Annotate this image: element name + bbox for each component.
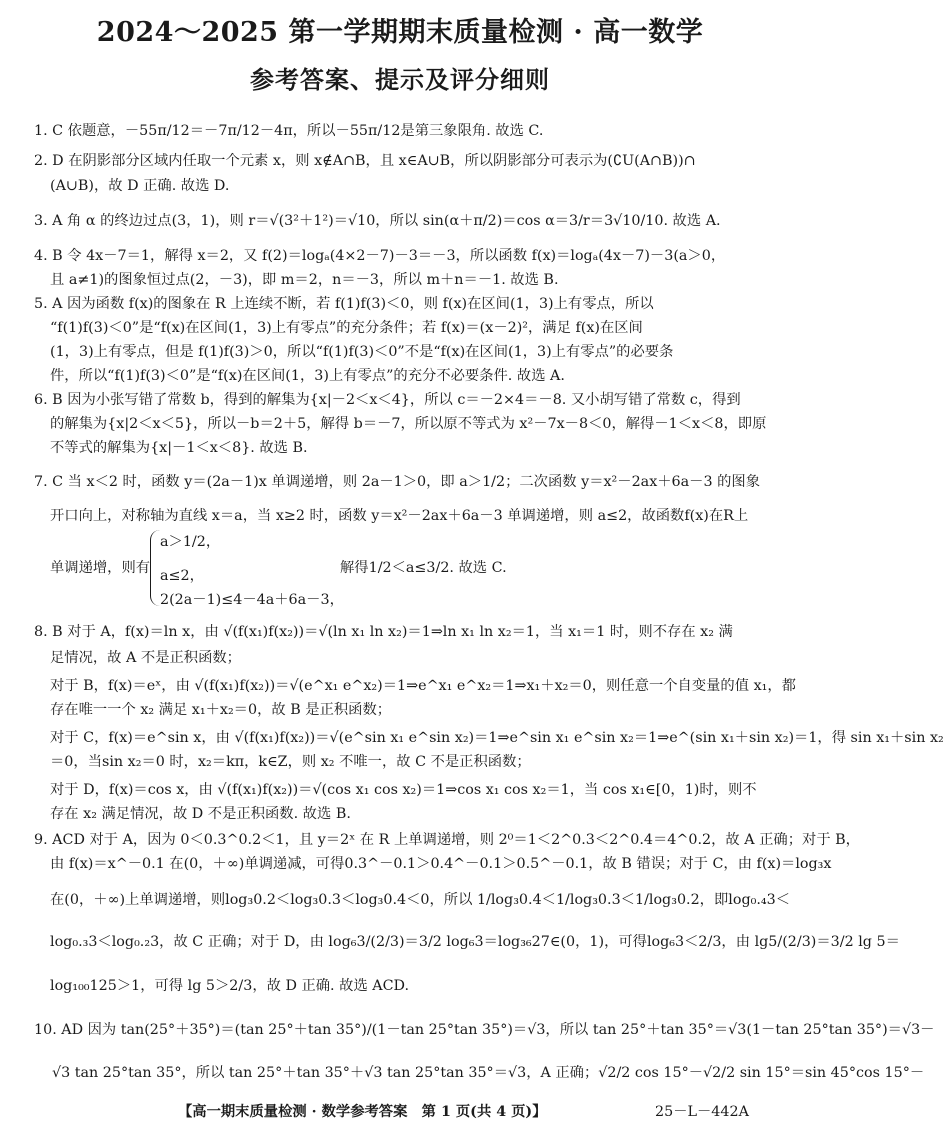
answer-line: 对于 D，f(x)＝cos x，由 √(f(x₁)f(x₂))＝√(cos x₁ cos x₂)＝1⇒cos x₁ cos x₂＝1，当 cos x₁∈[0，1)时，则不 — [50, 782, 757, 798]
answer-line: 由 f(x)＝x^－0.1 在(0，＋∞)单调递减，可得0.3^－0.1＞0.4^－0.1＞0.5^－0.1，故 B 错误；对于 C，由 f(x)＝log₃x — [50, 856, 832, 872]
answer-line: 8. B 对于 A，f(x)＝ln x，由 √(f(x₁)f(x₂))＝√(ln x₁ ln x₂)＝1⇒ln x₁ ln x₂＝1，当 x₁＝1 时，则不存在 x₂ 满 — [34, 624, 733, 640]
answer-line: 4. B 令 4x－7＝1，解得 x＝2，又 f(2)＝logₐ(4×2－7)－3＝－3，所以函数 f(x)＝logₐ(4x－7)－3(a＞0， — [34, 248, 726, 264]
answer-line: 3. A 角 α 的终边过点(3，1)，则 r＝√(3²＋1²)＝√10，所以 sin(α＋π/2)＝cos α＝3/r＝3√10/10. 故选 A. — [34, 213, 721, 229]
system-condition: a＞1/2， — [160, 534, 221, 550]
answer-line: 对于 C，f(x)＝e^sin x，由 √(f(x₁)f(x₂))＝√(e^sin x₁ e^sin x₂)＝1⇒e^sin x₁ e^sin x₂＝1⇒e^(sin x₁＋sin x₂)＝1，得 sin x₁＋sin x₂ — [50, 730, 944, 746]
system-condition: 2(2a－1)≤4－4a＋6a－3， — [160, 592, 344, 608]
answer-line: 存在唯一一个 x₂ 满足 x₁＋x₂＝0，故 B 是正积函数； — [50, 702, 392, 718]
answer-line: log₀.₃3＜log₀.₂3，故 C 正确；对于 D，由 log₆3/(2/3)＝3/2 log₆3＝log₃₆27∈(0，1)，可得log₆3＜2/3，由 lg5/(2/3)＝3/2 lg 5＝ — [50, 934, 900, 950]
answer-line: 存在 x₂ 满足情况，故 D 不是正积函数. 故选 B. — [50, 806, 351, 822]
answer-line: 10. AD 因为 tan(25°＋35°)＝(tan 25°＋tan 35°)/(1－tan 25°tan 35°)＝√3，所以 tan 25°＋tan 35°＝√3(1－tan 25°tan 35°)＝√3－ — [34, 1022, 935, 1038]
answer-line: 件，所以“f(1)f(3)＜0”是“f(x)在区间(1，3)上有零点”的充分不必要条件. 故选 A. — [50, 368, 565, 384]
page-subtitle: 参考答案、提示及评分细则 — [250, 65, 550, 94]
answer-line: 单调递增，则有 — [50, 560, 151, 576]
answer-line: 6. B 因为小张写错了常数 b，得到的解集为{x|－2＜x＜4}，所以 c＝－2×4＝－8. 又小胡写错了常数 c，得到 — [34, 392, 741, 408]
answer-line: (1，3)上有零点，但是 f(1)f(3)＞0，所以“f(1)f(3)＜0”不是“f(x)在区间(1，3)上有零点”的必要条 — [50, 344, 674, 360]
answer-line: 2. D 在阴影部分区域内任取一个元素 x，则 x∉A∩B，且 x∈A∪B，所以阴影部分可表示为(∁U(A∩B))∩ — [34, 153, 696, 169]
answer-line: 且 a≠1)的图象恒过点(2，－3)，即 m＝2，n＝－3，所以 m＋n＝－1. 故选 B. — [50, 272, 559, 288]
answer-line: 解得1/2＜a≤3/2. 故选 C. — [340, 560, 507, 576]
answer-line: 7. C 当 x＜2 时，函数 y＝(2a－1)x 单调递增，则 2a－1＞0，即 a＞1/2；二次函数 y＝x²－2ax＋6a－3 的图象 — [34, 474, 761, 490]
answer-line: 在(0，＋∞)上单调递增，则log₃0.2＜log₃0.3＜log₃0.4＜0，所以 1/log₃0.4＜1/log₃0.3＜1/log₃0.2，即log₀.₄3＜ — [50, 892, 791, 908]
answer-line: 不等式的解集为{x|－1＜x＜8}. 故选 B. — [50, 440, 308, 456]
answer-line: 对于 B，f(x)＝eˣ，由 √(f(x₁)f(x₂))＝√(e^x₁ e^x₂)＝1⇒e^x₁ e^x₂＝1⇒x₁＋x₂＝0，则任意一个自变量的值 x₁，都 — [50, 678, 796, 694]
answer-line: (A∪B)，故 D 正确. 故选 D. — [50, 178, 230, 194]
answer-line: 足情况，故 A 不是正积函数； — [50, 650, 241, 666]
answer-line: 1. C 依题意，－55π/12＝－7π/12－4π，所以－55π/12是第三象限角. 故选 C. — [34, 123, 544, 139]
answer-line: 的解集为{x|2＜x＜5}，所以－b＝2＋5，解得 b＝－7，所以原不等式为 x²－7x－8＜0，解得－1＜x＜8，即原 — [50, 416, 767, 432]
document-code: 25－L－442A — [655, 1104, 749, 1120]
answer-line: “f(1)f(3)＜0”是“f(x)在区间(1，3)上有零点”的充分条件；若 f(x)＝(x－2)²，满足 f(x)在区间 — [50, 320, 643, 336]
system-condition: a≤2， — [160, 568, 204, 584]
answer-line: log₁₀₀125＞1，可得 lg 5＞2/3，故 D 正确. 故选 ACD. — [50, 978, 410, 994]
answer-line: √3 tan 25°tan 35°，所以 tan 25°＋tan 35°＋√3 tan 25°tan 35°＝√3，A 正确；√2/2 cos 15°－√2/2 sin 15°＝sin 45°cos 15°－ — [52, 1065, 925, 1081]
answer-line: ＝0，当sin x₂＝0 时，x₂＝kπ，k∈Z，则 x₂ 不唯一，故 C 不是正积函数； — [50, 754, 531, 770]
answer-line: 5. A 因为函数 f(x)的图象在 R 上连续不断，若 f(1)f(3)＜0，则 f(x)在区间(1，3)上有零点，所以 — [34, 296, 654, 312]
page-footer: 【高一期末质量检测 · 数学参考答案 第 1 页(共 4 页)】 — [178, 1104, 547, 1120]
page-title: 2024～2025 第一学期期末质量检测 · 高一数学 — [96, 17, 704, 48]
answer-line: 开口向上，对称轴为直线 x＝a，当 x≥2 时，函数 y＝x²－2ax＋6a－3 单调递增，则 a≤2，故函数f(x)在R上 — [50, 508, 749, 524]
answer-line: 9. ACD 对于 A，因为 0＜0.3^0.2＜1，且 y＝2ˣ 在 R 上单调递增，则 2⁰＝1＜2^0.3＜2^0.4＝4^0.2，故 A 正确；对于 B， — [34, 832, 860, 848]
